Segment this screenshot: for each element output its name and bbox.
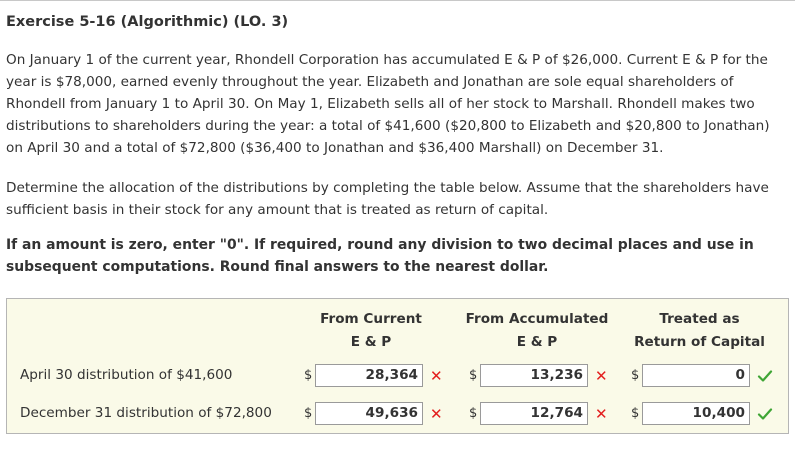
dollar-sign: $ [304,406,313,421]
incorrect-x-icon: ✕ [430,367,443,385]
input-december-current-ep[interactable]: 49,636 [315,402,423,425]
top-divider [0,0,795,1]
input-april-current-ep[interactable]: 28,364 [315,364,423,387]
instructions [6,177,786,221]
problem-line: year is $78,000, earned evenly throughout the year. Elizabeth and Jonathan are sole equal shareholders of [6,74,734,90]
rounding-note [6,234,786,278]
dollar-sign: $ [469,406,478,421]
column-header-line: From Accumulated [465,311,609,327]
dollar-sign: $ [304,368,313,383]
problem-line: on April 30 and a total of $72,800 ($36,400 to Jonathan and $36,400 Marshall) on December 31. [6,140,664,156]
input-december-return-of-capital[interactable]: 10,400 [642,402,750,425]
column-header-return-of-capital [627,308,772,354]
incorrect-x-icon: ✕ [595,405,608,423]
dollar-sign: $ [631,368,640,383]
column-header-accumulated-ep [452,308,622,354]
input-april-accumulated-ep[interactable]: 13,236 [480,364,588,387]
exercise-title: Exercise 5-16 (Algorithmic) (LO. 3) [6,14,289,30]
column-header-line: Return of Capital [634,334,765,350]
instruction-line: Determine the allocation of the distributions by completing the table below. Assume that the shareholders have [6,180,769,196]
row-label-april: April 30 distribution of $41,600 [20,367,233,383]
input-december-accumulated-ep[interactable]: 12,764 [480,402,588,425]
problem-line: On January 1 of the current year, Rhondell Corporation has accumulated E & P of $26,000. Current E & P for the [6,52,768,68]
column-header-line: Treated as [659,311,740,327]
incorrect-x-icon: ✕ [430,405,443,423]
rounding-note-line: subsequent computations. Round final answers to the nearest dollar. [6,259,549,275]
instruction-line: sufficient basis in their stock for any amount that is treated as return of capital. [6,202,549,218]
dollar-sign: $ [469,368,478,383]
column-header-line: E & P [516,334,558,350]
problem-line: distributions to shareholders during the year: a total of $41,600 ($20,800 to Elizabeth and $20,800 to Jonathan) [6,118,770,134]
correct-check-icon [757,406,773,422]
row-label-december: December 31 distribution of $72,800 [20,405,272,421]
problem-line: Rhondell from January 1 to April 30. On May 1, Elizabeth sells all of her stock to Marshall. Rhondell makes two [6,96,755,112]
incorrect-x-icon: ✕ [595,367,608,385]
input-april-return-of-capital[interactable]: 0 [642,364,750,387]
column-header-line: From Current [320,311,422,327]
rounding-note-line: If an amount is zero, enter "0". If required, round any division to two decimal places and use in [6,237,754,253]
column-header-current-ep [296,308,446,354]
dollar-sign: $ [631,406,640,421]
column-header-line: E & P [350,334,392,350]
problem-description [6,49,786,159]
correct-check-icon [757,368,773,384]
